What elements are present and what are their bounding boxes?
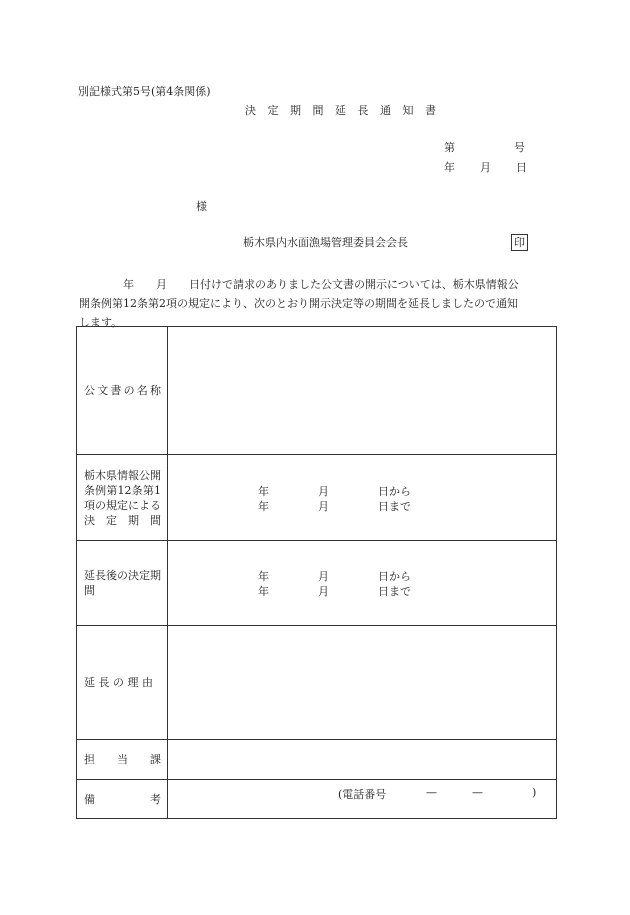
value-staff-section[interactable] (168, 740, 557, 801)
row-staff-section (77, 740, 557, 780)
label-extended-period: 延長後の決定期間 (77, 541, 168, 626)
body-line2: 開条例第12条第2項の規定により、次のとおり開示決定等の期間を延長しましたので通知 (79, 297, 518, 310)
orig-to-month: 月 (318, 499, 329, 513)
number-suffix: 号 (514, 141, 525, 154)
phone-dash-1: — (426, 785, 437, 799)
ext-to-day: 日まで (378, 585, 411, 598)
value-document-name[interactable] (168, 327, 557, 455)
orig-from-day: 日から (378, 484, 411, 498)
ext-from-year: 年 (258, 570, 269, 583)
phone-close: ) (532, 785, 537, 799)
ext-from-day: 日から (378, 570, 411, 583)
value-original-period[interactable] (168, 455, 557, 541)
notice-table (76, 326, 557, 819)
date-day: 日 (516, 161, 527, 174)
ext-to-year: 年 (258, 585, 269, 598)
notice-paragraph (79, 275, 557, 332)
row-document-name (77, 327, 557, 455)
document-title: 決 定 期 間 延 長 通 知 書 (245, 104, 440, 117)
label-document-name: 公文書の名称 (77, 327, 168, 455)
phone-dash-2: — (472, 785, 483, 799)
ext-to-month: 月 (318, 585, 329, 598)
phone-open: (電話番号 (338, 787, 387, 801)
body-line1: 日付けで請求のありました公文書の開示については、栃木県情報公 (189, 278, 519, 291)
label-staff-section: 担 当 課 (77, 740, 168, 780)
value-extended-period[interactable] (168, 541, 557, 626)
label-reason: 延 長 の 理 由 (77, 626, 168, 740)
label-original-period: 栃木県情報公開条例第12条第1項の規定による決定期間 (77, 455, 168, 541)
value-reason[interactable] (168, 626, 557, 740)
date-month: 月 (480, 161, 491, 174)
body-year: 年 (123, 278, 134, 291)
number-prefix: 第 (444, 141, 455, 154)
form-number: 別記様式第5号(第4条関係) (78, 85, 211, 98)
orig-to-day: 日まで (378, 499, 411, 513)
orig-to-year: 年 (258, 499, 269, 513)
orig-from-month: 月 (318, 484, 329, 498)
label-remarks: 備 考 (77, 780, 168, 819)
row-reason (77, 626, 557, 740)
document-number (444, 141, 525, 154)
row-extended-period (77, 541, 557, 626)
date-year: 年 (444, 161, 455, 174)
seal-mark: 印 (511, 234, 528, 251)
row-remarks (77, 780, 557, 819)
body-month: 月 (156, 278, 167, 291)
row-original-period (77, 455, 557, 541)
issuer-name: 栃木県内水面漁場管理委員会会長 (243, 236, 408, 249)
body-line3: します。 (79, 316, 123, 329)
ext-from-month: 月 (318, 570, 329, 583)
addressee-suffix: 様 (196, 200, 207, 213)
orig-from-year: 年 (258, 484, 269, 498)
